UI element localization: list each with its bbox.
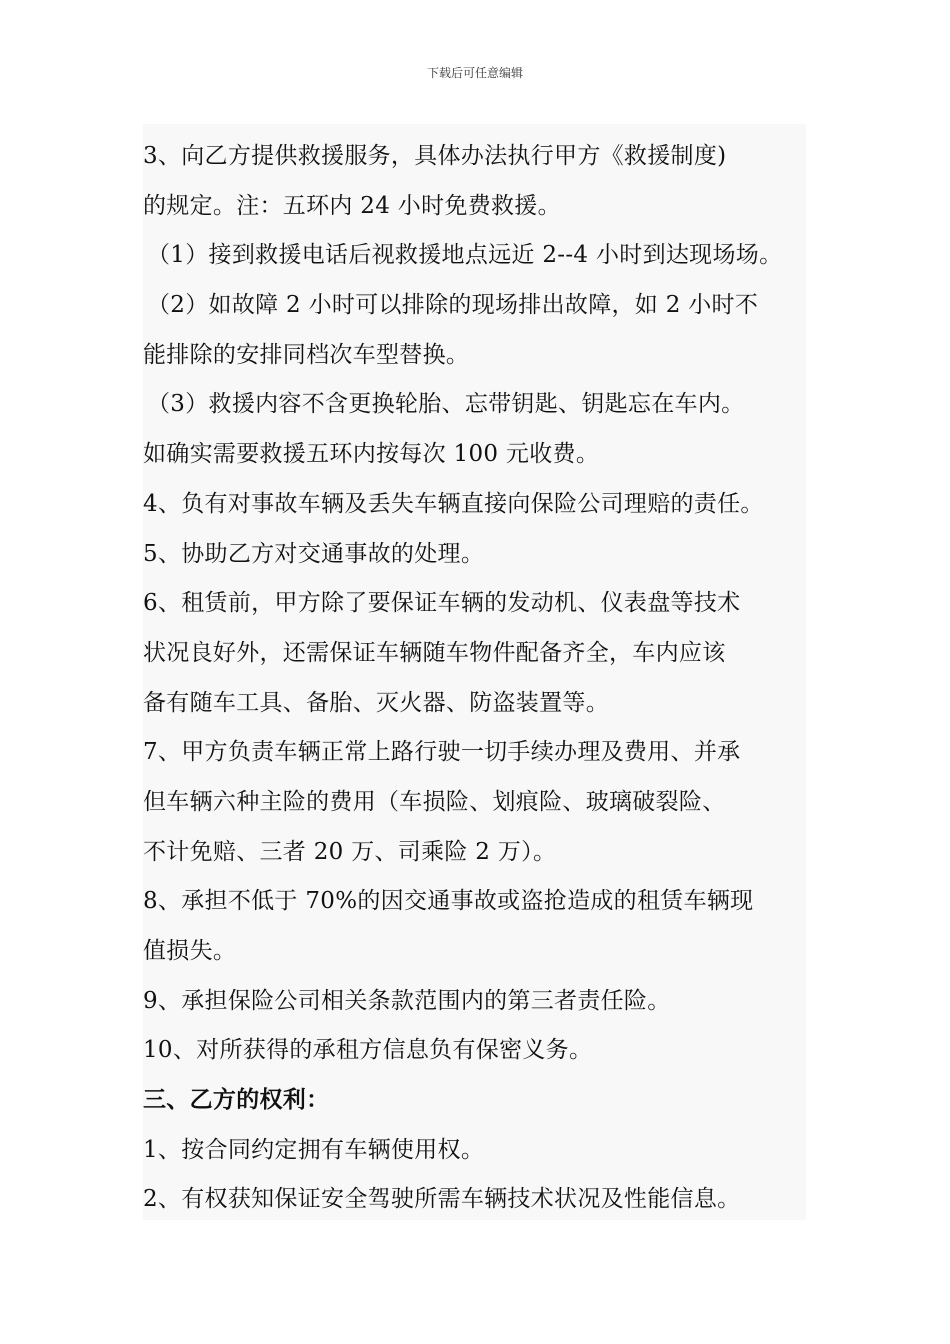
paragraph-line: 能排除的安排同档次车型替换。	[143, 341, 470, 368]
paragraph-line: 10、对所获得的承租方信息负有保密义务。	[143, 1037, 593, 1064]
paragraph-line: 7、甲方负责车辆正常上路行驶一切手续办理及费用、并承	[143, 739, 741, 766]
section-heading: 三、乙方的权利：	[143, 1087, 330, 1114]
paragraph-line: 2、有权获知保证安全驾驶所需车辆技术状况及性能信息。	[143, 1186, 741, 1213]
paragraph-line: 6、租赁前，甲方除了要保证车辆的发动机、仪表盘等技术	[143, 590, 741, 617]
paragraph-line: 4、负有对事故车辆及丢失车辆直接向保险公司理赔的责任。	[143, 490, 764, 517]
paragraph-line: 8、承担不低于 70%的因交通事故或盗抢造成的租赁车辆现	[143, 888, 754, 915]
paragraph-line: 的规定。注：五环内 24 小时免费救援。	[143, 192, 561, 219]
paragraph-line: 1、按合同约定拥有车辆使用权。	[143, 1136, 485, 1163]
paragraph-line: 但车辆六种主险的费用（车损险、划痕险、玻璃破裂险、	[143, 788, 726, 815]
paragraph-line: 5、协助乙方对交通事故的处理。	[143, 540, 485, 567]
paragraph-line: 不计免赔、三者 20 万、司乘险 2 万）。	[143, 838, 557, 865]
paragraph-line: （3）救援内容不含更换轮胎、忘带钥匙、钥匙忘在车内。	[147, 391, 745, 418]
paragraph-line: （1）接到救援电话后视救援地点远近 2--4 小时到达现场场。	[147, 242, 783, 269]
paragraph-line: 如确实需要救援五环内按每次 100 元收费。	[143, 441, 600, 468]
paragraph-line: 状况良好外，还需保证车辆随车物件配备齐全，车内应该	[143, 639, 726, 666]
paragraph-line: （2）如故障 2 小时可以排除的现场排出故障，如 2 小时不	[147, 292, 759, 319]
paragraph-line: 3、向乙方提供救援服务，具体办法执行甲方《救援制度)	[143, 143, 727, 169]
paragraph-line: 值损失。	[143, 938, 237, 964]
document-body	[143, 124, 806, 1220]
paragraph-line: 备有随车工具、备胎、灭火器、防盗装置等。	[143, 689, 609, 716]
paragraph-line: 9、承担保险公司相关条款范围内的第三者责任险。	[143, 987, 671, 1014]
page-header: 下载后可任意编辑	[426, 66, 523, 80]
